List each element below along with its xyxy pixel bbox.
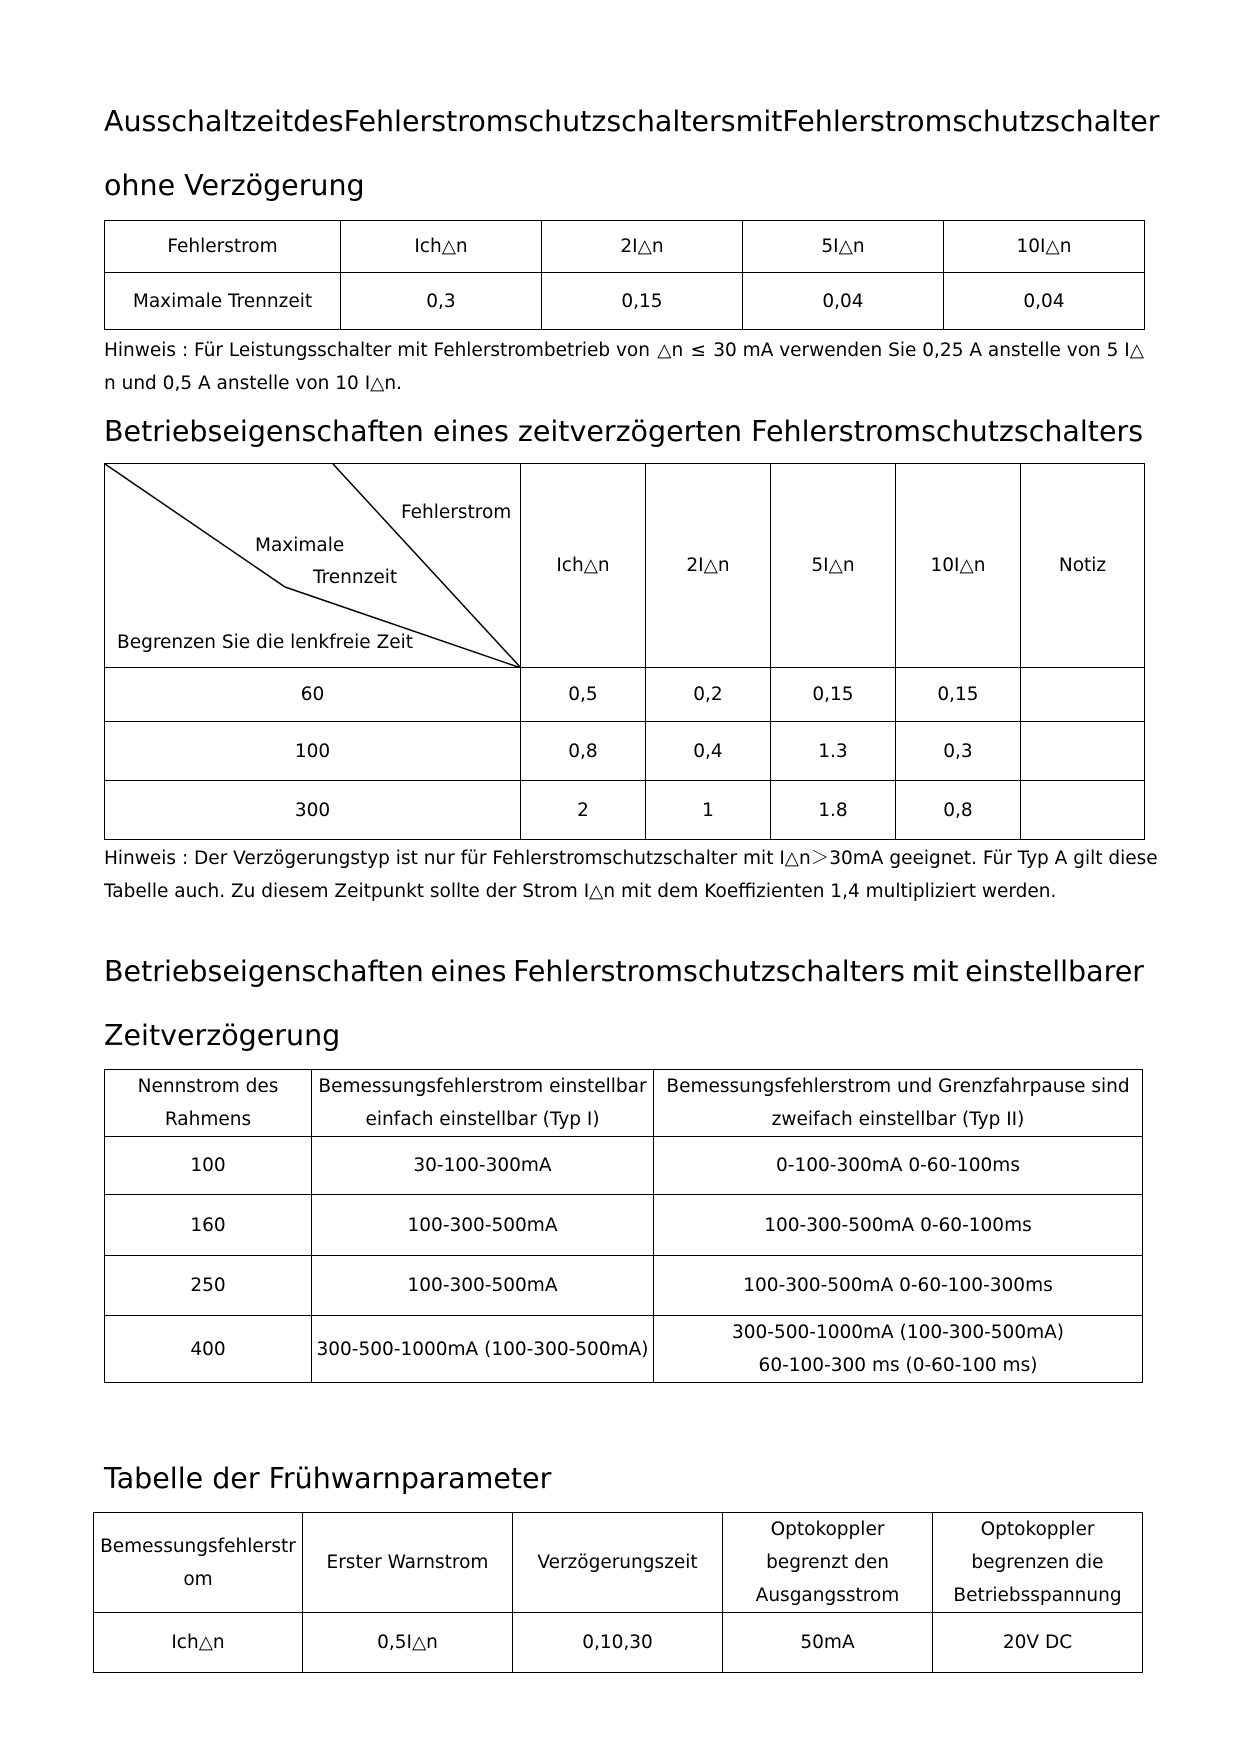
table-cell: 300-500-1000mA (100-300-500mA) <box>312 1316 654 1383</box>
header-cell <box>312 1070 654 1137</box>
section1-title-line2: ohne Verzögerung <box>104 169 365 202</box>
table-row <box>105 1195 1143 1256</box>
table-cell: 50mA <box>723 1613 933 1673</box>
header-line: Erster Warnstrom <box>326 1552 489 1573</box>
header-cell: 10I△n <box>944 221 1145 273</box>
table-row <box>105 781 1145 840</box>
diagonal-label-fehlerstrom: Fehlerstrom <box>401 502 512 523</box>
title-word: Betriebseigenschaften <box>104 955 424 988</box>
header-cell <box>94 1513 303 1613</box>
note-text: 30 mA verwenden Sie 0,25 A anstelle von 5 I△ <box>713 340 1144 361</box>
table-cell: 0,04 <box>743 273 944 330</box>
diagonal-label-begrenzen: Begrenzen Sie die lenkfreie Zeit <box>117 632 414 653</box>
table-cell <box>1021 722 1145 781</box>
section2-title: Betriebseigenschaften eines zeitverzögerten Fehlerstromschutzschalters <box>104 415 1144 448</box>
note-line: Tabelle auch. Zu diesem Zeitpunkt sollte der Strom I△n mit dem Koeffizienten 1,4 multipliziert werden. <box>104 881 1057 902</box>
table-cell <box>1021 668 1145 722</box>
table-cell: 100 <box>105 722 521 781</box>
section1-title-line1 <box>104 105 1160 138</box>
note-line <box>104 334 1144 367</box>
note-text: Hinweis : Für Leistungsschalter mit Fehlerstrombetrieb von <box>104 340 650 361</box>
header-line: Optokoppler <box>980 1519 1095 1540</box>
header-cell: 5I△n <box>771 464 896 668</box>
section1-table <box>104 220 1145 330</box>
section2-table <box>104 463 1145 840</box>
table-row <box>105 1256 1143 1316</box>
table-cell: 0-100-300mA 0-60-100ms <box>654 1137 1143 1195</box>
header-cell <box>933 1513 1143 1613</box>
table-cell: Maximale Trennzeit <box>105 273 341 330</box>
table-row <box>105 668 1145 722</box>
table-cell: 0,10,30 <box>513 1613 723 1673</box>
title-word: Fehlerstromschutzschalters <box>343 105 736 138</box>
diagonal-label-maximale: Maximale <box>255 535 345 556</box>
diagonal-header-cell <box>105 464 521 668</box>
table-cell: 1.8 <box>771 781 896 840</box>
note-line <box>104 842 1158 875</box>
header-cell: Ich△n <box>521 464 646 668</box>
title-word: Fehlerstromschutzschalter <box>782 105 1160 138</box>
header-line: zweifach einstellbar (Typ II) <box>771 1109 1025 1130</box>
header-cell: 5I△n <box>743 221 944 273</box>
title-word: einstellbarer <box>965 955 1144 988</box>
header-cell: Notiz <box>1021 464 1145 668</box>
table-header-row <box>94 1513 1143 1613</box>
table-cell: 100-300-500mA 0-60-100ms <box>654 1195 1143 1256</box>
table-cell: 160 <box>105 1195 312 1256</box>
header-line: Rahmens <box>164 1109 252 1130</box>
title-word: des <box>293 105 344 138</box>
section3-table <box>104 1069 1143 1383</box>
diagonal-label-trennzeit: Trennzeit <box>313 567 398 588</box>
table-cell: 60 <box>105 668 521 722</box>
table-row <box>105 273 1145 330</box>
header-line: Optokoppler <box>770 1519 885 1540</box>
table-cell: 1 <box>646 781 771 840</box>
section1-note <box>104 334 1144 400</box>
note-text: ≤ <box>690 340 706 361</box>
table-cell: 0,15 <box>771 668 896 722</box>
header-line: Betriebsspannung <box>953 1585 1122 1606</box>
header-cell <box>723 1513 933 1613</box>
section2-note <box>104 842 1158 908</box>
table-cell: 0,04 <box>944 273 1145 330</box>
table-cell <box>1021 781 1145 840</box>
section3-title-line2: Zeitverzögerung <box>104 1019 341 1052</box>
table-cell: 0,8 <box>521 722 646 781</box>
table-cell <box>654 1316 1143 1383</box>
section4-title: Tabelle der Frühwarnparameter <box>104 1462 552 1495</box>
header-cell: Ich△n <box>341 221 542 273</box>
header-cell: 2I△n <box>646 464 771 668</box>
header-line: Ausgangsstrom <box>755 1585 900 1606</box>
table-cell: 100-300-500mA 0-60-100-300ms <box>654 1256 1143 1316</box>
header-cell <box>654 1070 1143 1137</box>
table-row <box>94 1613 1143 1673</box>
table-cell: 1.3 <box>771 722 896 781</box>
table-cell: 0,15 <box>896 668 1021 722</box>
table-cell: 0,3 <box>341 273 542 330</box>
title-word: eines <box>430 955 507 988</box>
header-cell: 10I△n <box>896 464 1021 668</box>
header-line: Bemessungsfehlerstr <box>100 1535 296 1557</box>
table-cell: 0,4 <box>646 722 771 781</box>
table-cell: 100-300-500mA <box>312 1256 654 1316</box>
table-cell: 0,5I△n <box>303 1613 513 1673</box>
table-cell: 20V DC <box>933 1613 1143 1673</box>
header-line: Verzögerungszeit <box>537 1552 698 1573</box>
note-text: Hinweis : Der Verzögerungstyp ist nur für Fehlerstromschutzschalter mit I△n＞30mA geeignet. Für Typ A gilt diese <box>104 848 1158 869</box>
header-line: begrenzt den <box>766 1552 889 1573</box>
section3-title-line1 <box>104 955 1144 988</box>
table-cell: 250 <box>105 1256 312 1316</box>
note-line: n und 0,5 A anstelle von 10 I△n. <box>104 373 402 394</box>
header-line: Nennstrom des <box>137 1076 279 1097</box>
table-cell: 0,8 <box>896 781 1021 840</box>
table-row <box>105 722 1145 781</box>
table-cell: Ich△n <box>94 1613 303 1673</box>
table-row <box>105 1137 1143 1195</box>
title-word: mit <box>911 955 959 988</box>
title-word: mit <box>735 105 783 138</box>
header-line: begrenzen die <box>971 1552 1104 1573</box>
table-header-row <box>105 464 1145 668</box>
table-cell: 2 <box>521 781 646 840</box>
header-cell <box>105 1070 312 1137</box>
title-word: Fehlerstromschutzschalters <box>513 955 905 988</box>
header-line: Bemessungsfehlerstrom und Grenzfahrpause sind <box>666 1076 1130 1097</box>
table-cell: 100 <box>105 1137 312 1195</box>
header-cell <box>513 1513 723 1613</box>
header-line: einfach einstellbar (Typ I) <box>365 1109 600 1130</box>
header-line: om <box>183 1568 213 1590</box>
header-cell: 2I△n <box>542 221 743 273</box>
table-cell: 0,5 <box>521 668 646 722</box>
table-header-row <box>105 1070 1143 1137</box>
table-cell: 0,3 <box>896 722 1021 781</box>
table-cell: 300 <box>105 781 521 840</box>
cell-line: 300-500-1000mA (100-300-500mA) <box>731 1322 1064 1343</box>
cell-line: 60-100-300 ms (0-60-100 ms) <box>758 1355 1038 1376</box>
table-row <box>105 1316 1143 1383</box>
header-line: Bemessungsfehlerstrom einstellbar <box>318 1076 647 1097</box>
header-cell <box>303 1513 513 1613</box>
section4-table <box>93 1512 1143 1673</box>
header-cell: Fehlerstrom <box>105 221 341 273</box>
table-header-row <box>105 221 1145 273</box>
table-cell: 400 <box>105 1316 312 1383</box>
table-cell: 30-100-300mA <box>312 1137 654 1195</box>
title-word: Ausschaltzeit <box>104 105 294 138</box>
note-text: △n <box>657 340 684 361</box>
table-cell: 0,2 <box>646 668 771 722</box>
table-cell: 0,15 <box>542 273 743 330</box>
table-cell: 100-300-500mA <box>312 1195 654 1256</box>
